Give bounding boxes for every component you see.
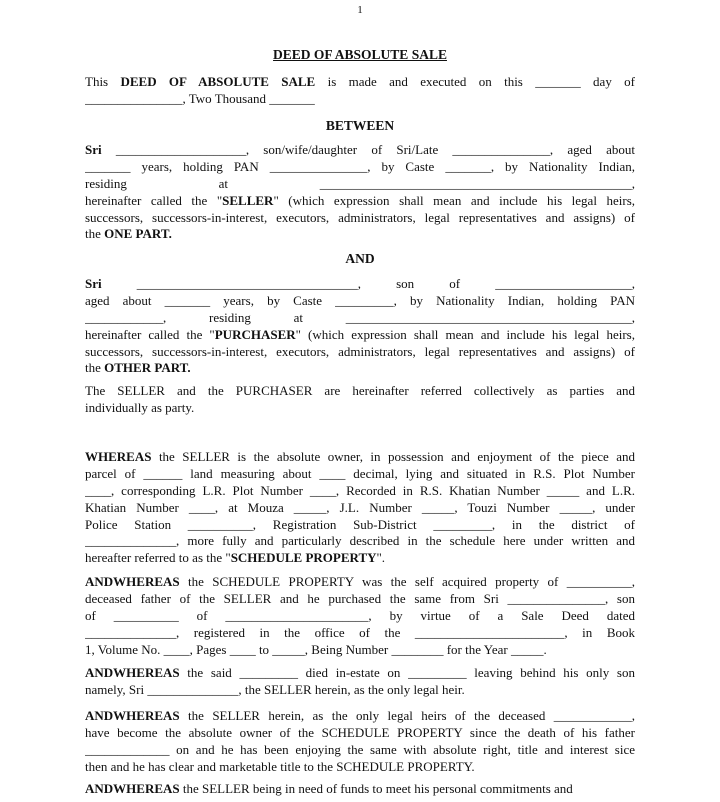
whereas-paragraph-5 [85, 781, 635, 798]
text-line: ____, corresponding L.R. Plot Number ____, Recorded in R.S. Khatian Number _____ and L.R. [85, 482, 635, 498]
text-line: ______________, more fully and particularly described in the schedule here under written and [85, 533, 635, 549]
text-line: of __________ of ______________________, by virtue of a Sale Deed dated [85, 607, 635, 623]
text-line: the OTHER PART. [85, 360, 191, 376]
text-line: _______ years, holding PAN _______________, by Caste _______, by Nationality Indian, [85, 158, 635, 174]
text-line: Khatian Number ____, at Mouza _____, J.L. Number _____, Touzi Number _____, under [85, 499, 635, 515]
text-line: hereafter referred to as the "SCHEDULE PROPERTY". [85, 550, 386, 566]
text-line: hereinafter called the "PURCHASER" (which expression shall mean and include his legal heirs, [85, 326, 635, 342]
whereas-paragraph-1 [85, 449, 635, 567]
and-heading: AND [345, 251, 375, 266]
text-line: ______________, registered in the office of the _______________________, in Book [85, 624, 635, 640]
text-line: ANDWHEREAS the said _________ died in-estate on _________ leaving behind his only son [85, 665, 635, 680]
text-line: ____________, residing at ____________________________________________, [85, 309, 635, 325]
text-line: ANDWHEREAS the SELLER being in need of funds to meet his personal commitments and [85, 781, 573, 796]
document-title: DEED OF ABSOLUTE SALE [273, 47, 447, 62]
text-line: Sri __________________________________, son of _____________________, [85, 276, 635, 291]
text-line: deceased father of the SELLER and he purchased the same from Sri _______________, son [85, 590, 635, 606]
text-line: namely, Sri ______________, the SELLER herein, as the only legal heir. [85, 681, 465, 697]
text-line: WHEREAS the SELLER is the absolute owner, in possession and enjoyment of the piece and [85, 449, 635, 464]
text-line: successors, successors-in-interest, executors, administrators, legal representatives and assigns) of [85, 343, 635, 359]
text-line: 1, Volume No. ____, Pages ____ to _____, Being Number ________ for the Year _____. [85, 641, 547, 657]
text-line: ANDWHEREAS the SELLER herein, as the only legal heirs of the deceased ____________, [85, 708, 635, 723]
parties-paragraph [85, 383, 635, 417]
text-line: parcel of ______ land measuring about ____ decimal, lying and situated in R.S. Plot Number [85, 465, 635, 481]
text-line: residing at ________________________________________________, [85, 175, 635, 191]
text-line: the ONE PART. [85, 226, 172, 242]
text-line: _____________ on and he has been enjoying the same with absolute right, title and interest sice [85, 741, 635, 757]
text-line: hereinafter called the "SELLER" (which expression shall mean and include his legal heirs, [85, 192, 635, 208]
text-line: aged about _______ years, by Caste _________, by Nationality Indian, holding PAN [85, 292, 635, 308]
page-number: 1 [357, 4, 363, 16]
text-line: ANDWHEREAS the SCHEDULE PROPERTY was the self acquired property of __________, [85, 574, 635, 589]
seller-paragraph [85, 142, 635, 243]
text-line: Police Station __________, Registration Sub-District _________, in the district of [85, 516, 635, 532]
text-line: individually as party. [85, 399, 195, 415]
whereas-paragraph-2 [85, 574, 635, 658]
whereas-paragraph-4 [85, 708, 635, 776]
text-line: The SELLER and the PURCHASER are hereinafter referred collectively as parties and [85, 383, 635, 398]
text-line: successors, successors-in-interest, executors, administrators, legal representatives and assigns) of [85, 209, 635, 225]
text-line: This DEED OF ABSOLUTE SALE is made and executed on this _______ day of [85, 74, 635, 89]
text-line: have become the absolute owner of the SCHEDULE PROPERTY since the death of his father [85, 724, 635, 740]
text-line: _______________, Two Thousand _______ [85, 90, 315, 106]
text-line: Sri ____________________, son/wife/daughter of Sri/Late _______________, aged about [85, 142, 635, 157]
between-heading: BETWEEN [325, 118, 395, 133]
intro-paragraph [85, 74, 635, 108]
purchaser-paragraph [85, 276, 635, 377]
text-line: then and he has clear and marketable title to the SCHEDULE PROPERTY. [85, 758, 475, 774]
whereas-paragraph-3 [85, 665, 635, 699]
